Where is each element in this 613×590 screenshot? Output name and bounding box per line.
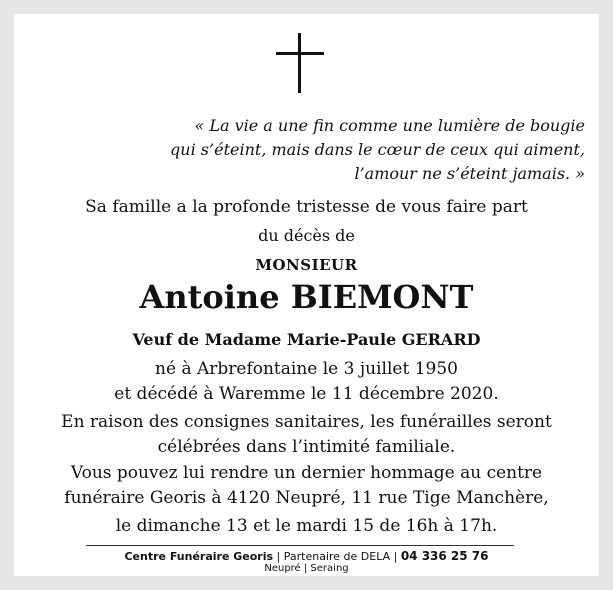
quote-line-1: « La vie a une fin comme une lumière de bougie (194, 116, 585, 135)
footer-company-line (0, 549, 613, 563)
covid-notice-line-2: célébrées dans l’intimité familiale. (157, 437, 456, 457)
homage-line-3: le dimanche 13 et le mardi 15 de 16h à 17h. (115, 516, 498, 536)
footer-partner: Partenaire de DELA (283, 550, 391, 563)
death-line: et décédé à Waremme le 11 décembre 2020. (114, 384, 499, 404)
footer-separator: | (390, 550, 401, 563)
footer-company: Centre Funéraire Georis (124, 550, 274, 563)
cross-horizontal-bar (276, 52, 324, 55)
quote-line-2: qui s’éteint, mais dans le cœur de ceux qui aiment, (170, 140, 585, 159)
birth-line: né à Arbrefontaine le 3 juillet 1950 (155, 359, 458, 379)
footer-separator: | (273, 550, 284, 563)
footer-phone: 04 336 25 76 (400, 549, 489, 563)
intro-line-1: Sa famille a la profonde tristesse de vous faire part (85, 197, 528, 217)
intro-line-2: du décès de (258, 226, 355, 245)
quote-line-3: l’amour ne s’éteint jamais. » (354, 164, 585, 183)
footer-locations: Neupré | Seraing (264, 563, 349, 574)
homage-line-2: funéraire Georis à 4120 Neupré, 11 rue Tige Manchère, (64, 488, 549, 508)
deceased-name: Antoine BIEMONT (139, 278, 474, 316)
honorific: MONSIEUR (255, 256, 358, 274)
cross-vertical-bar (298, 33, 301, 93)
covid-notice-line-1: En raison des consignes sanitaires, les funérailles seront (61, 412, 552, 432)
cross-icon (276, 33, 324, 93)
quote-block (115, 114, 585, 186)
homage-line-1: Vous pouvez lui rendre un dernier hommage au centre (70, 463, 543, 483)
spouse-line: Veuf de Madame Marie-Paule GERARD (132, 330, 481, 349)
footer-divider (86, 545, 514, 546)
